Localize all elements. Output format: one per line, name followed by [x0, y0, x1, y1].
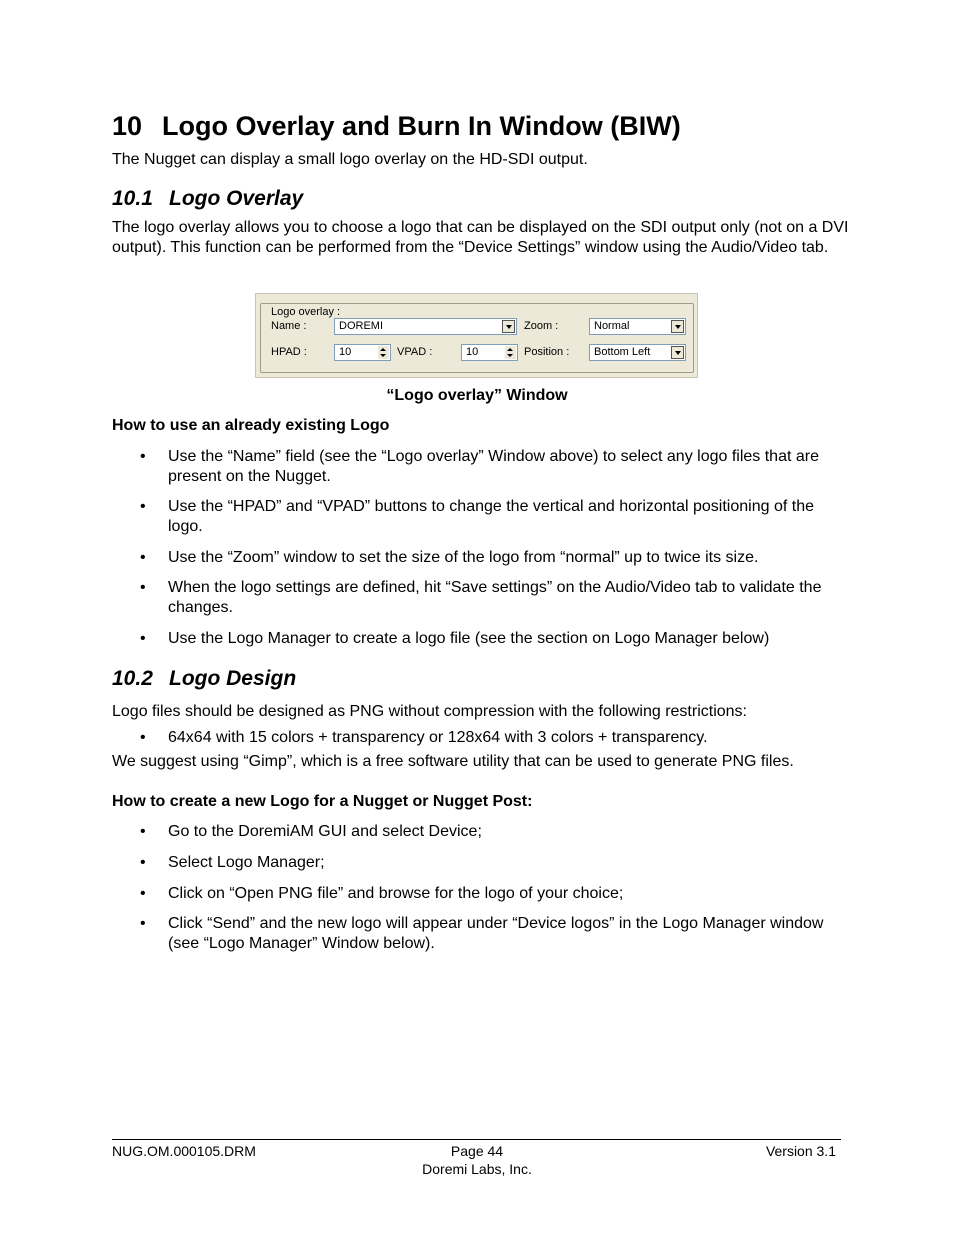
zoom-dropdown[interactable]	[589, 318, 686, 335]
section-heading-logo-design	[112, 667, 296, 691]
footer-doc-id: NUG.OM.000105.DRM	[112, 1143, 256, 1159]
section-2-text: Logo files should be designed as PNG without compression with the following restrictions:	[112, 703, 747, 720]
section-heading-logo-overlay	[112, 187, 303, 211]
vpad-spinner[interactable]	[461, 344, 518, 361]
footer-divider	[112, 1139, 841, 1140]
suggest-text: We suggest using “Gimp”, which is a free software utility that can be used to generate PNG files.	[112, 753, 794, 770]
figure-caption: “Logo overlay” Window	[386, 387, 568, 404]
zoom-label: Zoom :	[524, 320, 559, 332]
hpad-value: 10	[339, 346, 352, 358]
name-dropdown[interactable]	[334, 318, 517, 335]
hpad-label: HPAD :	[271, 346, 307, 358]
vpad-value: 10	[466, 346, 479, 358]
section-title: Logo Design	[169, 667, 297, 690]
create-logo-heading: How to create a new Logo for a Nugget or Nugget Post:	[112, 793, 533, 810]
chapter-number: 10	[112, 111, 143, 141]
chevron-down-icon[interactable]	[502, 320, 515, 333]
name-value: DOREMI	[339, 320, 383, 332]
chevron-down-icon[interactable]	[671, 346, 684, 359]
name-label: Name :	[271, 320, 307, 332]
section-title: Logo Overlay	[169, 187, 304, 210]
position-dropdown[interactable]	[589, 344, 686, 361]
chevron-down-icon[interactable]	[671, 320, 684, 333]
logo-overlay-group	[260, 303, 694, 373]
zoom-value: Normal	[594, 320, 630, 332]
position-value: Bottom Left	[594, 346, 651, 358]
position-label: Position :	[524, 346, 570, 358]
hpad-spinner[interactable]	[334, 344, 391, 361]
group-label: Logo overlay :	[271, 306, 341, 318]
footer-company: Doremi Labs, Inc.	[422, 1161, 532, 1177]
logo-overlay-dialog	[255, 293, 698, 378]
section-number: 10.1	[112, 187, 153, 210]
footer-version: Version 3.1	[765, 1143, 836, 1159]
chapter-title: Logo Overlay and Burn In Window (BIW)	[162, 111, 681, 141]
existing-logo-heading: How to use an already existing Logo	[112, 417, 390, 434]
section-1-text: The logo overlay allows you to choose a logo that can be displayed on the SDI output only (not on a DVI output). This function can be performed from the “Device Settings” window using the Audio/Video tab.	[112, 219, 849, 256]
vpad-label: VPAD :	[397, 346, 433, 358]
spinner-arrows-icon[interactable]	[505, 346, 516, 359]
section-number: 10.2	[112, 667, 153, 690]
footer-page-number: Page 44	[450, 1143, 504, 1159]
intro-text: The Nugget can display a small logo overlay on the HD-SDI output.	[112, 151, 588, 168]
spinner-arrows-icon[interactable]	[378, 346, 389, 359]
page-title	[112, 111, 681, 142]
